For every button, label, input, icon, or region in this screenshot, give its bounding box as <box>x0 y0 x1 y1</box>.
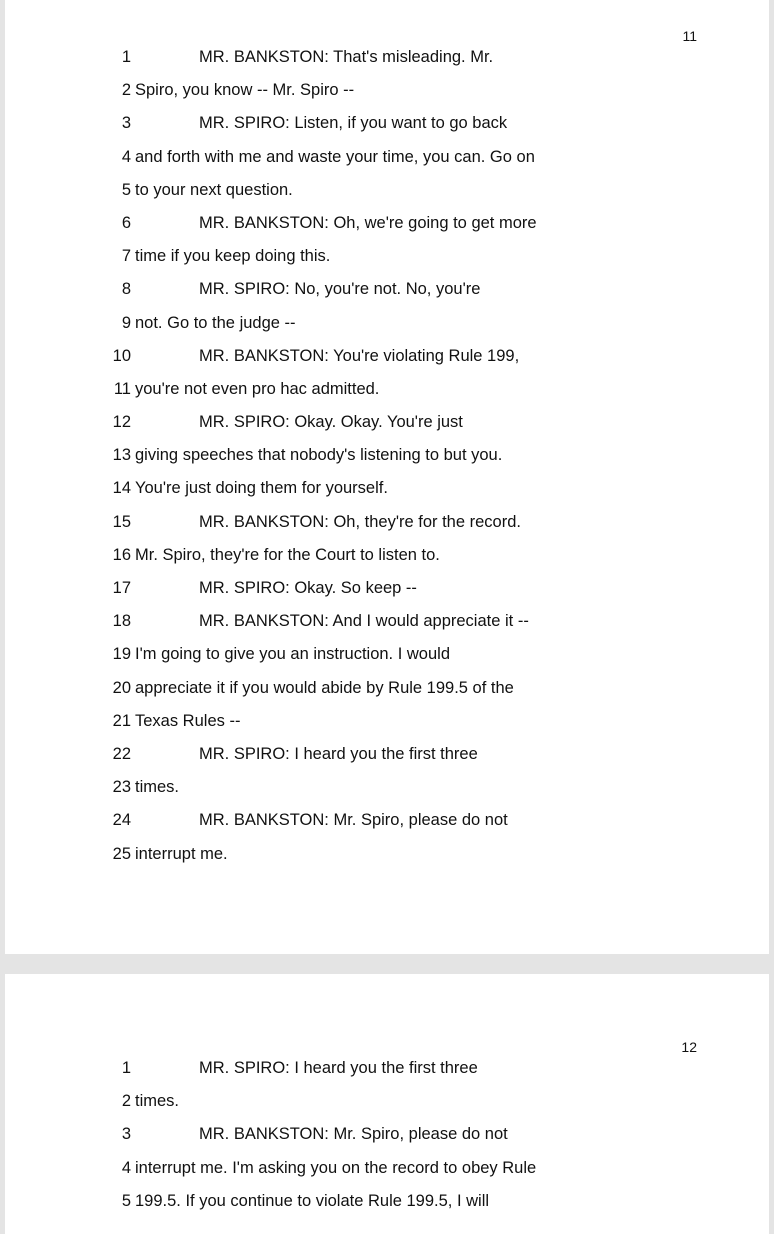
speaker-line-text: MR. BANKSTON: That's misleading. Mr. <box>199 48 494 66</box>
line-number: 5 <box>121 180 131 199</box>
line-number: 15 <box>112 512 131 531</box>
transcript-line <box>5 107 769 140</box>
line-number: 13 <box>112 446 131 465</box>
line-text: and forth with me and waste your time, you can. Go on <box>135 147 535 166</box>
line-number: 22 <box>112 744 131 763</box>
transcript-line <box>5 1152 769 1185</box>
transcript-line <box>5 804 769 837</box>
line-number: 17 <box>112 579 131 597</box>
speaker-line-text: MR. BANKSTON: You're violating Rule 199, <box>199 346 520 365</box>
line-text: you're not even pro hac admitted. <box>135 379 380 398</box>
transcript-line <box>5 406 769 439</box>
line-number: 2 <box>121 1092 131 1111</box>
line-text: times. <box>135 1092 180 1111</box>
line-text: Spiro, you know -- Mr. Spiro -- <box>135 81 355 100</box>
line-number: 11 <box>113 379 131 398</box>
transcript-line <box>5 539 769 572</box>
line-number: 10 <box>112 346 131 365</box>
transcript-line <box>5 240 769 273</box>
transcript-lines <box>5 1052 769 1218</box>
line-number: 14 <box>112 479 131 498</box>
line-text: interrupt me. I'm asking you on the record to obey Rule <box>135 1158 537 1177</box>
speaker-line-text: MR. SPIRO: Listen, if you want to go back <box>199 114 508 133</box>
line-number: 19 <box>112 645 131 664</box>
line-text: not. Go to the judge -- <box>135 313 296 332</box>
transcript-line <box>5 1052 769 1085</box>
speaker-line-text: MR. SPIRO: Okay. So keep -- <box>199 579 417 597</box>
speaker-line-text: MR. BANKSTON: Mr. Spiro, please do not <box>199 1125 508 1144</box>
transcript-line <box>5 705 769 738</box>
speaker-line-text: MR. SPIRO: Okay. Okay. You're just <box>199 413 463 432</box>
line-number: 20 <box>112 678 131 697</box>
speaker-line-text: MR. BANKSTON: Mr. Spiro, please do not <box>199 811 508 830</box>
line-number: 24 <box>112 811 131 830</box>
transcript-line <box>5 307 769 340</box>
line-text: times. <box>135 778 180 797</box>
transcript-line <box>5 439 769 472</box>
line-number: 2 <box>121 81 131 100</box>
line-number: 3 <box>121 114 131 133</box>
line-number: 21 <box>112 711 131 730</box>
transcript-page <box>5 0 769 954</box>
page-number: 12 <box>681 1039 697 1055</box>
transcript-line <box>5 41 769 74</box>
transcript-page <box>5 974 769 1234</box>
line-number: 12 <box>112 413 131 432</box>
line-text: 199.5. If you continue to violate Rule 199.5, I will <box>135 1191 490 1210</box>
line-number: 1 <box>121 48 131 66</box>
transcript-line <box>5 373 769 406</box>
page-number: 11 <box>682 28 697 44</box>
transcript-line <box>5 838 769 871</box>
line-number: 1 <box>121 1059 131 1077</box>
transcript-line <box>5 605 769 638</box>
line-number: 23 <box>112 778 131 797</box>
transcript-line <box>5 638 769 671</box>
line-number: 18 <box>112 612 131 631</box>
transcript-line <box>5 174 769 207</box>
transcript-line <box>5 273 769 306</box>
line-text: to your next question. <box>135 180 293 199</box>
transcript-line <box>5 672 769 705</box>
transcript-line <box>5 1118 769 1151</box>
transcript-line <box>5 506 769 539</box>
speaker-line-text: MR. BANKSTON: And I would appreciate it -- <box>199 612 529 631</box>
speaker-line-text: MR. SPIRO: I heard you the first three <box>199 744 478 763</box>
transcript-line <box>5 572 769 605</box>
speaker-line-text: MR. SPIRO: I heard you the first three <box>199 1059 478 1077</box>
line-number: 3 <box>121 1125 131 1144</box>
line-number: 8 <box>121 280 131 299</box>
line-text: I'm going to give you an instruction. I would <box>135 645 450 664</box>
transcript-line <box>5 74 769 107</box>
line-number: 6 <box>121 213 131 232</box>
line-text: giving speeches that nobody's listening to but you. <box>135 446 503 465</box>
line-text: You're just doing them for yourself. <box>135 479 388 498</box>
line-number: 7 <box>121 247 131 266</box>
transcript-line <box>5 340 769 373</box>
speaker-line-text: MR. BANKSTON: Oh, we're going to get more <box>199 213 537 232</box>
transcript-line <box>5 1185 769 1218</box>
transcript-line <box>5 771 769 804</box>
transcript-line <box>5 207 769 240</box>
line-number: 9 <box>121 313 131 332</box>
line-number: 4 <box>121 1158 131 1177</box>
speaker-line-text: MR. BANKSTON: Oh, they're for the record. <box>199 512 521 531</box>
line-number: 25 <box>112 844 131 863</box>
line-number: 5 <box>121 1191 131 1210</box>
speaker-line-text: MR. SPIRO: No, you're not. No, you're <box>199 280 481 299</box>
transcript-line <box>5 141 769 174</box>
line-text: time if you keep doing this. <box>135 247 331 266</box>
transcript-lines <box>5 41 769 871</box>
line-number: 4 <box>121 147 131 166</box>
transcript-line <box>5 1085 769 1118</box>
transcript-line <box>5 738 769 771</box>
line-text: Mr. Spiro, they're for the Court to listen to. <box>135 545 440 564</box>
transcript-line <box>5 472 769 505</box>
line-text: appreciate it if you would abide by Rule 199.5 of the <box>135 678 514 697</box>
line-number: 16 <box>112 545 131 564</box>
line-text: interrupt me. <box>135 844 228 863</box>
line-text: Texas Rules -- <box>135 711 241 730</box>
